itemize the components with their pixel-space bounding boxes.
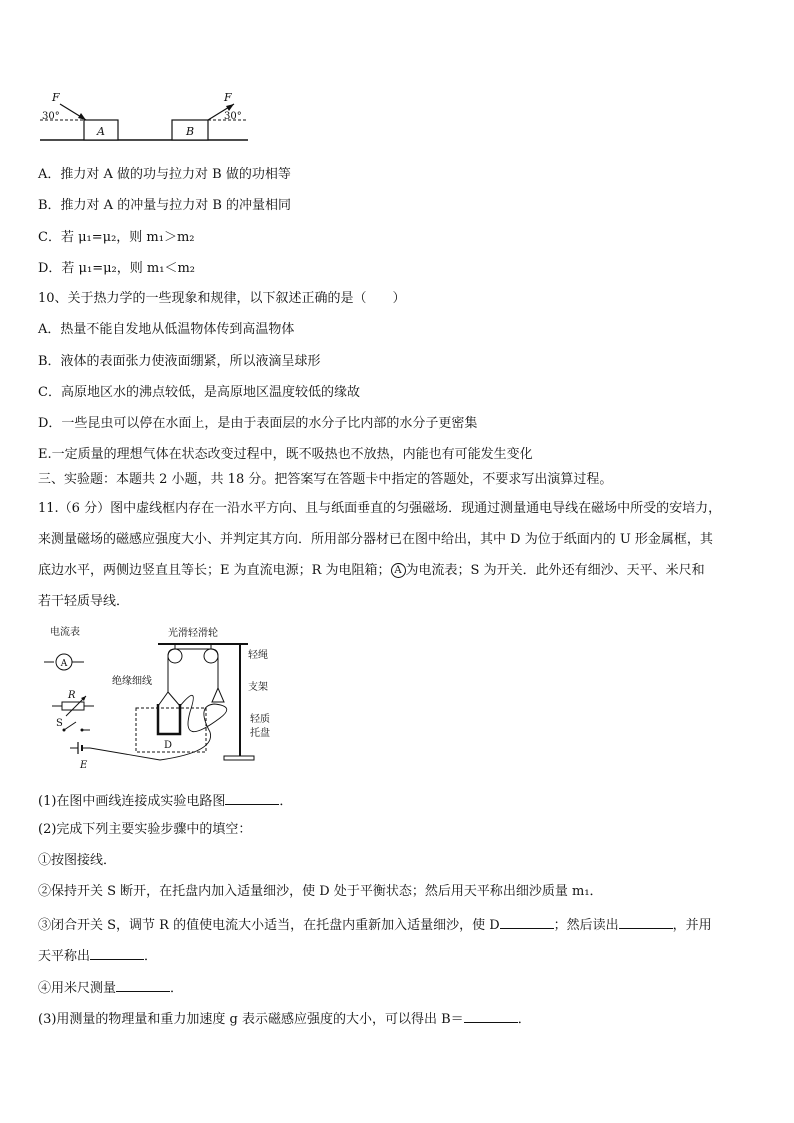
q10-option-e: E.一定质量的理想气体在状态改变过程中，既不吸热也不放热，内能也有可能发生变化 — [38, 447, 533, 462]
pulley-label: 光滑轻滑轮 — [168, 628, 218, 639]
q11-line-1: 11.（6 分）图中虚线框内存在一沿水平方向、且与纸面垂直的匀强磁场．现通过测量通电导线在磁场中所受的安培力， — [38, 501, 722, 516]
pan-icon — [212, 688, 224, 702]
q9-option-d: D．若 μ₁=μ₂，则 m₁＜m₂ — [38, 261, 195, 276]
q10-option-a: A．热量不能自发地从低温物体传到高温物体 — [38, 322, 295, 337]
section-3-heading: 三、实验题：本题共 2 小题，共 18 分。把答案写在答题卡中指定的答题处，不要求写出演算过程。 — [38, 472, 613, 487]
insulated-thread-label: 绝缘细线 — [112, 676, 152, 687]
ammeter-symbol-inline: A — [391, 563, 406, 578]
frame-label: D — [164, 740, 173, 751]
q10-option-d: D．一些昆虫可以停在水面上，是由于表面层的水分子比内部的水分子更密集 — [38, 416, 478, 431]
q11-step-1: ①按图接线． — [38, 853, 117, 868]
q9-option-b: B．推力对 A 的冲量与拉力对 B 的冲量相同 — [38, 198, 292, 213]
force-f-right: F — [224, 91, 232, 104]
q10-option-b: B．液体的表面张力使液面绷紧，所以液滴呈球形 — [38, 354, 321, 369]
answer-blank-2[interactable] — [500, 914, 554, 929]
q11-line-4: 若干轻质导线． — [38, 594, 130, 609]
pan-label-2: 托盘 — [250, 728, 270, 739]
q10-stem: 10、关于热力学的一些现象和规律，以下叙述正确的是（ ） — [38, 291, 406, 306]
stand-label: 支架 — [248, 682, 268, 693]
answer-blank-6[interactable] — [464, 1008, 518, 1023]
force-f-left: F — [52, 91, 60, 104]
answer-blank-1[interactable] — [225, 790, 279, 805]
q9-option-a: A．推力对 A 做的功与拉力对 B 做的功相等 — [38, 167, 291, 182]
q11-step-3-a: ③闭合开关 S，调节 R 的值使电流大小适当，在托盘内重新加入适量细沙，使 D — [38, 918, 500, 933]
q11-part-3-text: (3)用测量的物理量和重力加速度 g 表示磁感应强度的大小，可以得出 B＝ — [38, 1012, 464, 1027]
q11-step-3 — [38, 914, 712, 935]
force-figure — [38, 90, 258, 146]
q11-step-2: ②保持开关 S 断开，在托盘内加入适量细沙，使 D 处于平衡状态；然后用天平称出细沙质量 m₁． — [38, 884, 603, 899]
q11-step-3-d: 天平称出 — [38, 949, 91, 964]
q11-line-3-end: 为电流表；S 为开关．此外还有细沙、天平、米尺和 — [405, 563, 705, 578]
angle-left: 30° — [42, 111, 60, 122]
ammeter-symbol: A — [60, 659, 68, 669]
ammeter-label: 电流表 — [50, 627, 80, 638]
q11-step-3-c: ，并用 — [672, 918, 712, 933]
q10-option-c: C．高原地区水的沸点较低，是高原地区温度较低的缘故 — [38, 385, 360, 400]
rope-label: 轻绳 — [248, 650, 268, 661]
switch-label: S — [56, 718, 63, 729]
apparatus-figure — [40, 622, 300, 772]
q11-part-1: (1)在图中画线连接成实验电路图 ． — [38, 790, 292, 811]
q11-part-1-text: (1)在图中画线连接成实验电路图 — [38, 794, 226, 809]
battery-label: E — [80, 760, 88, 771]
q11-part-3: (3)用测量的物理量和重力加速度 g 表示磁感应强度的大小，可以得出 B＝ ． — [38, 1008, 531, 1029]
q11-line-3-start: 底边水平，两侧边竖直且等长；E 为直流电源；R 为电阻箱； — [38, 563, 391, 578]
q11-step-3-cont: 天平称出 ． — [38, 945, 157, 966]
block-b-label: B — [185, 125, 195, 138]
block-a-label: A — [97, 125, 105, 138]
answer-blank-5[interactable] — [116, 977, 170, 992]
pan-label-1: 轻质 — [250, 714, 270, 725]
q11-line-2: 来测量磁场的磁感应强度大小、并判定其方向．所用部分器材已在图中给出，其中 D 为位于纸面内的 U 形金属框，其 — [38, 532, 713, 547]
q9-option-c: C．若 μ₁=μ₂，则 m₁＞m₂ — [38, 230, 195, 245]
q11-part-2: (2)完成下列主要实验步骤中的填空： — [38, 822, 252, 837]
answer-blank-3[interactable] — [619, 914, 673, 929]
q11-step-4: ④用米尺测量 ． — [38, 977, 183, 998]
resistor-label: R — [68, 690, 76, 701]
answer-blank-4[interactable] — [90, 945, 144, 960]
q11-line-3 — [38, 562, 705, 580]
q11-step-3-b: ；然后读出 — [553, 918, 619, 933]
q11-step-4-text: ④用米尺测量 — [38, 981, 117, 996]
angle-right: 30° — [224, 111, 242, 122]
